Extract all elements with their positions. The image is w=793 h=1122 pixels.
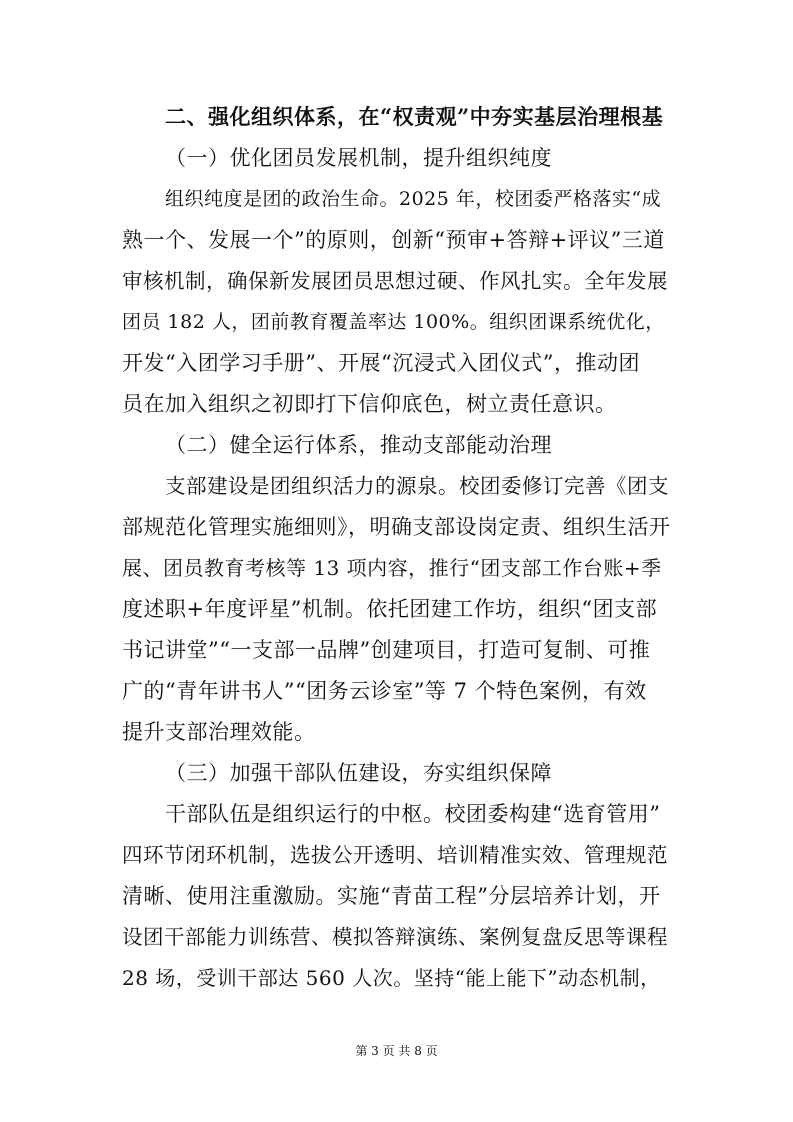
paragraph-line: 员在加入组织之初即打下信仰底色，树立责任意识。	[122, 392, 617, 416]
subsection-heading-2: （二）健全运行体系，推动支部能动治理	[165, 433, 552, 457]
paragraph-line: 度述职+年度评星”机制。依托团建工作坊，组织“团支部	[122, 597, 658, 621]
paragraph-line: 广的“青年讲书人”“团务云诊室”等 7 个特色案例，有效	[122, 679, 647, 703]
paragraph-line: 提升支部治理效能。	[122, 720, 316, 744]
paragraph-line: 28 场，受训干部达 560 人次。坚持“能上能下”动态机制，	[122, 966, 661, 990]
paragraph-line: 团员 182 人，团前教育覆盖率达 100%。组织团课系统优化，	[122, 311, 665, 333]
subsection-heading-1: （一）优化团员发展机制，提升组织纯度	[165, 146, 552, 170]
paragraph-line: 展、团员教育考核等 13 项内容，推行“团支部工作台账+季	[122, 556, 662, 580]
paragraph-line: 干部队伍是组织运行的中枢。校团委构建“选育管用”	[165, 802, 661, 826]
paragraph-line: 开发“入团学习手册”、开展“沉浸式入团仪式”，推动团	[122, 351, 640, 375]
paragraph-line: 设团干部能力训练营、模拟答辩演练、案例复盘反思等课程	[122, 925, 668, 949]
section-heading: 二、强化组织体系，在“权责观”中夯实基层治理根基	[165, 104, 664, 129]
subsection-heading-3: （三）加强干部队伍建设，夯实组织保障	[165, 761, 552, 785]
paragraph-line: 书记讲堂”“一支部一品牌”创建项目，打造可复制、可推	[122, 638, 651, 662]
paragraph-line: 审核机制，确保新发展团员思想过硬、作风扎实。全年发展	[122, 269, 668, 293]
paragraph-line: 四环节闭环机制，选拔公开透明、培训精准实效、管理规范	[122, 843, 668, 867]
paragraph-line: 支部建设是团组织活力的源泉。校团委修订完善《团支	[165, 474, 669, 498]
paragraph-line: 部规范化管理实施细则》，明确支部设岗定责、组织生活开	[122, 515, 671, 539]
paragraph-line: 清晰、使用注重激励。实施“青苗工程”分层培养计划，开	[122, 884, 661, 908]
paragraph-line: 熟一个、发展一个”的原则，创新“预审+答辩+评议”三道	[122, 228, 665, 252]
page-number-footer: 第 3 页 共 8 页	[355, 1044, 438, 1058]
paragraph-line: 组织纯度是团的政治生命。2025 年，校团委严格落实“成	[165, 188, 662, 210]
